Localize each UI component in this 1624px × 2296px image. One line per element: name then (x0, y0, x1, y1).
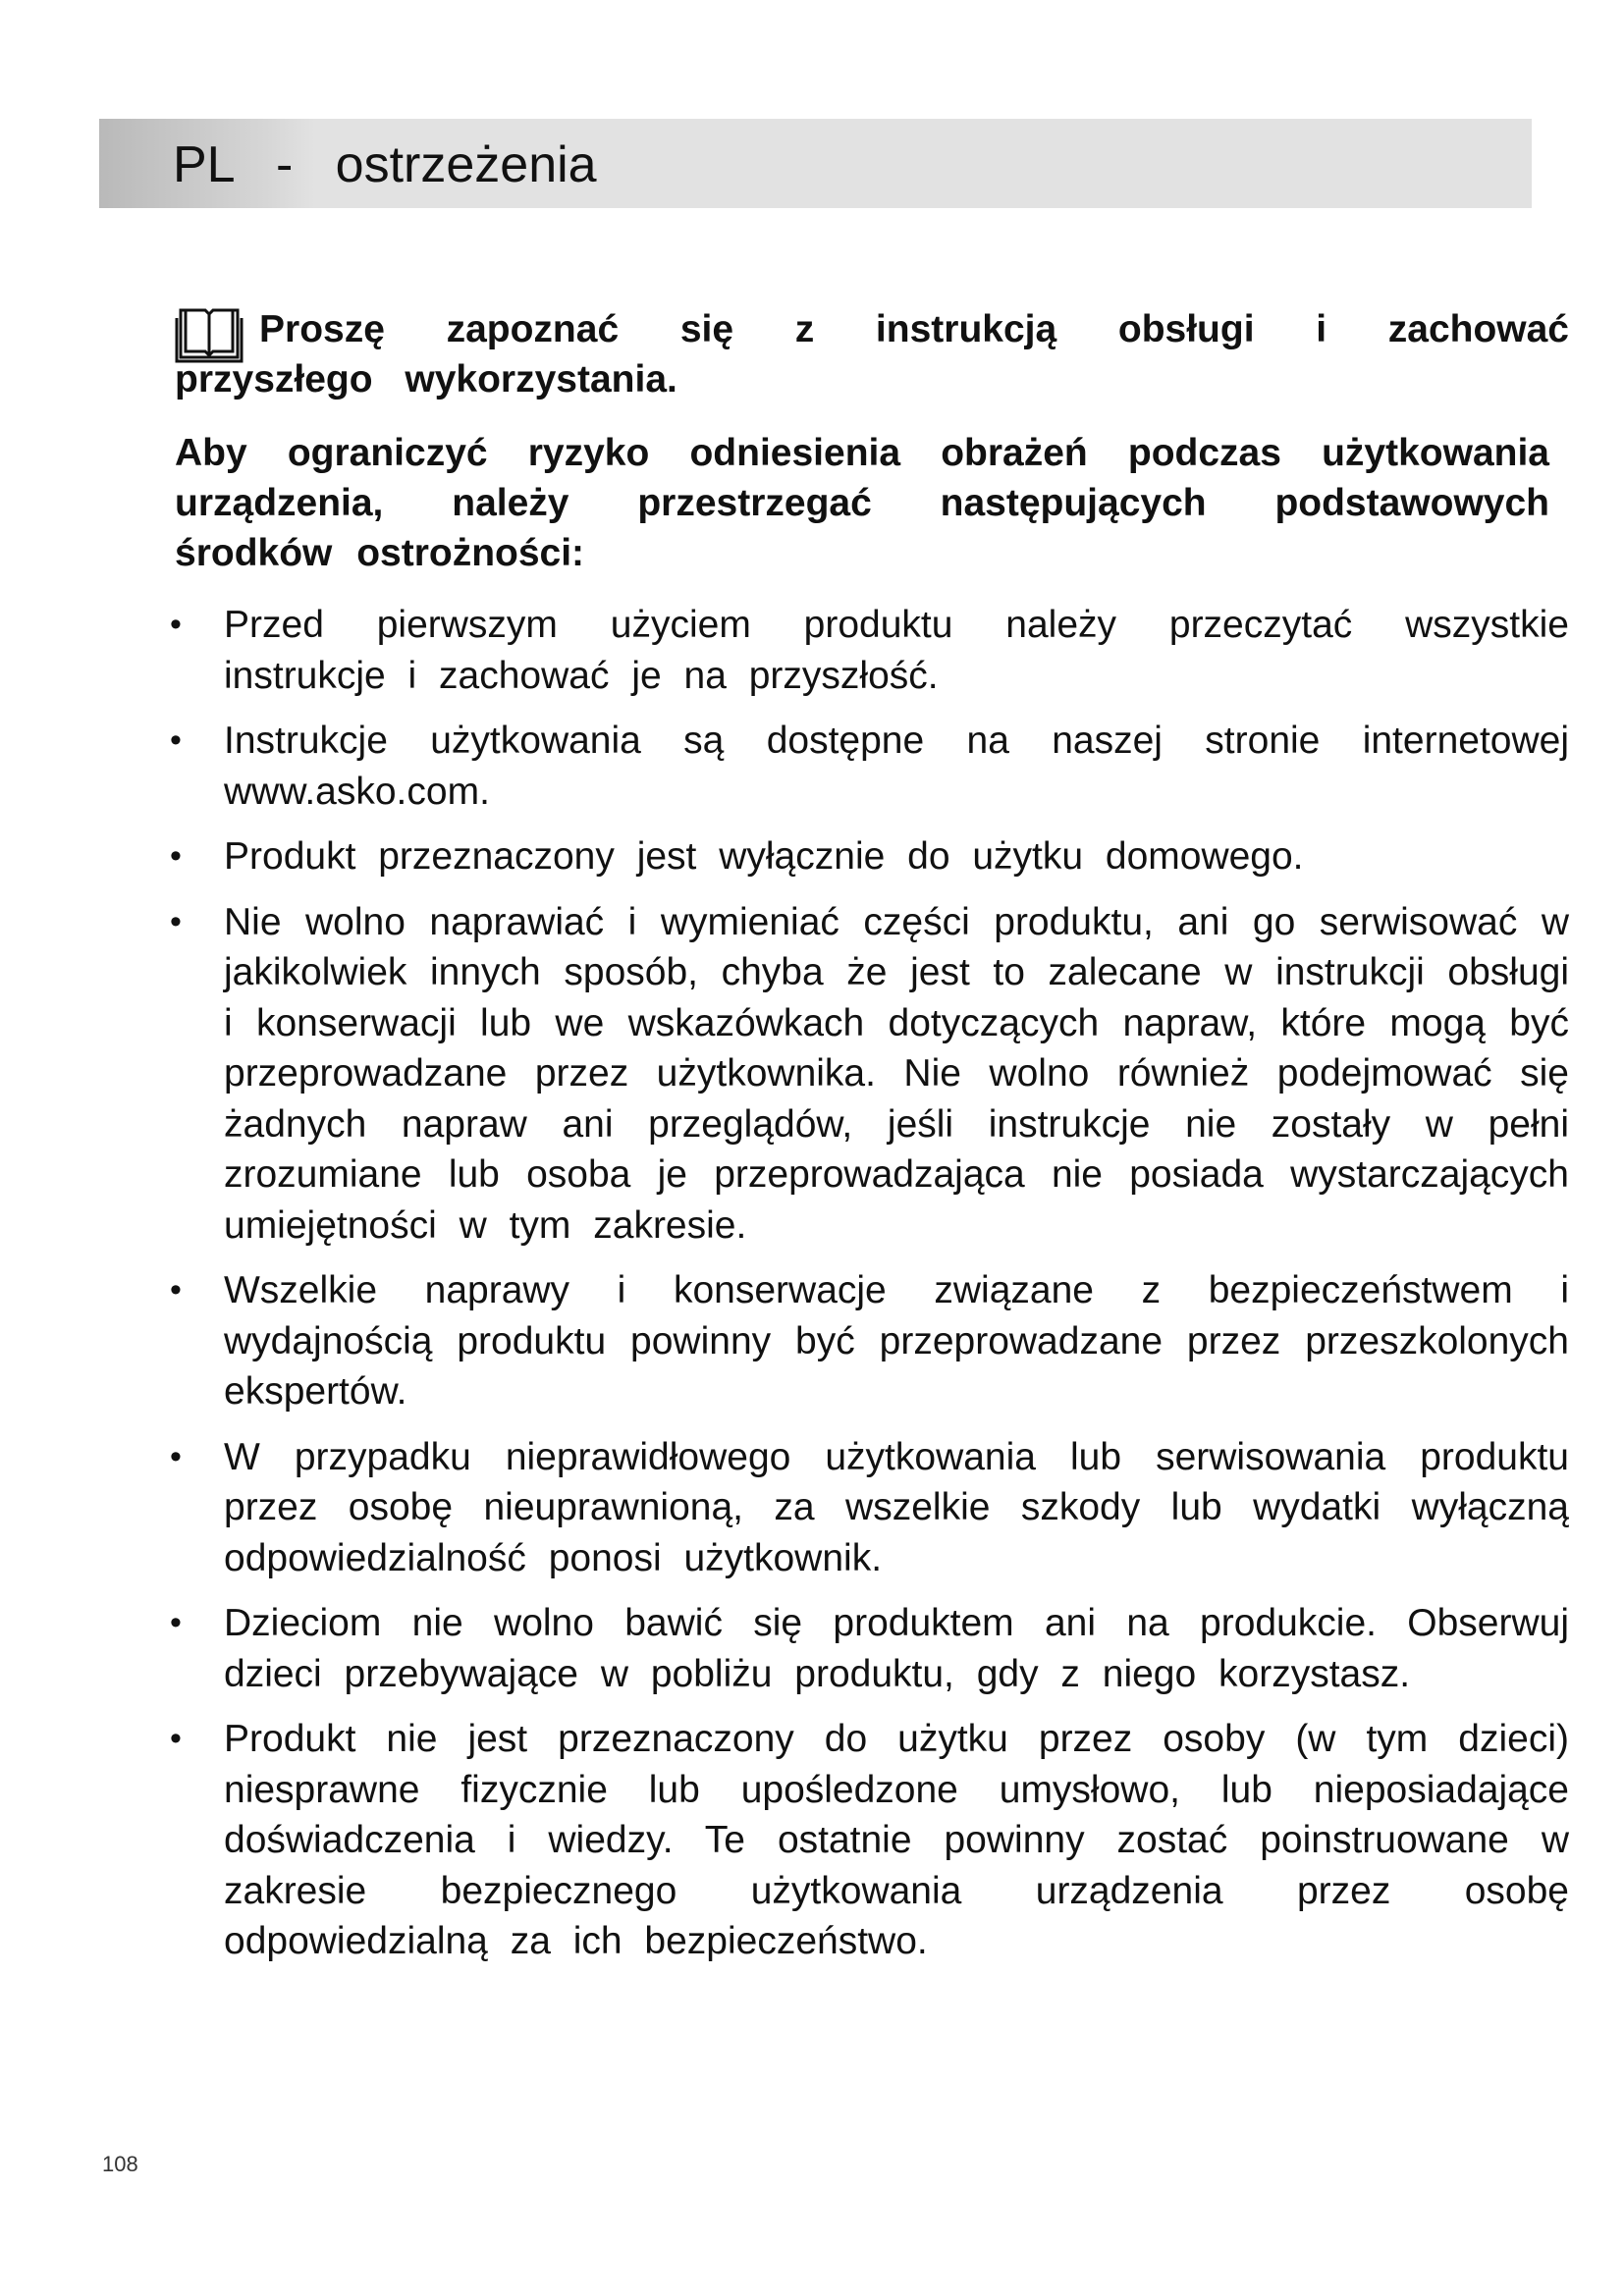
page-title: PL - ostrzeżenia (173, 136, 597, 193)
list-item (170, 1265, 1569, 1417)
list-item-text: Produkt nie jest przeznaczony do użytku przez osoby (w tym dzieci) niesprawne fizycznie lub upośledzone umysłowo, lub nieposiadające doświadczenia i wiedzy. Te ostatnie powinny zostać poinstruowane w zakresie bezpiecznego użytkowania urządzenia przez osobę odpowiedzialną za ich bezpieczeństwo. (224, 1718, 1569, 1962)
list-item (170, 716, 1569, 817)
safety-list (170, 600, 1569, 1967)
bullet-icon: • (170, 1271, 182, 1308)
list-item-text: Produkt przeznaczony jest wyłącznie do użytku domowego. (224, 835, 1304, 878)
bullet-icon: • (170, 902, 182, 940)
intro-line-1: Proszę zapoznać się z instrukcją obsługi i zachować (259, 308, 1569, 350)
bullet-icon: • (170, 721, 182, 759)
bullet-icon: • (170, 1604, 182, 1641)
bullet-icon: • (170, 606, 182, 643)
list-item (170, 600, 1569, 701)
bullet-icon: • (170, 837, 182, 875)
list-item-text: W przypadku nieprawidłowego użytkowania lub serwisowania produktu przez osobę nieuprawnioną, za wszelkie szkody lub wydatki wyłączną odpowiedzialność ponosi użytkownik. (224, 1435, 1569, 1579)
list-item-text: Przed pierwszym użyciem produktu należy przeczytać wszystkie instrukcje i zachować je na przyszłość. (224, 604, 1569, 697)
list-item-text: Wszelkie naprawy i konserwacje związane z bezpieczeństwem i wydajnością produktu powinny być przeprowadzane przez przeszkolonych ekspertów. (224, 1269, 1569, 1413)
list-item (170, 1598, 1569, 1699)
list-item (170, 897, 1569, 1252)
list-item-text: Instrukcje użytkowania są dostępne na naszej stronie internetowej www.asko.com. (224, 720, 1569, 813)
page-number: 108 (102, 2152, 138, 2176)
list-item-text: Nie wolno naprawiać i wymieniać części produktu, ani go serwisować w jakikolwiek innych sposób, chyba że jest to zalecane w instrukcji obsługi i konserwacji lub we wskazówkach dotyczących napraw, które mogą być przeprowadzane przez użytkownika. Nie wolno również podejmować się żadnych napraw ani przeglądów, jeśli instrukcje nie zostały w pełni zrozumiane lub osoba je przeprowadzająca nie posiada wystarczających umiejętności w tym zakresie. (224, 900, 1569, 1247)
bullet-icon: • (170, 1720, 182, 1757)
intro-block (175, 304, 1569, 404)
bullet-icon: • (170, 1437, 182, 1475)
list-item-text: Dzieciom nie wolno bawić się produktem ani na produkcie. Obserwuj dzieci przebywające w pobliżu produktu, gdy z niego korzystasz. (224, 1602, 1569, 1695)
list-item (170, 1714, 1569, 1967)
list-item (170, 831, 1569, 882)
list-item (170, 1432, 1569, 1584)
page-content (170, 304, 1569, 1982)
manual-book-icon (173, 300, 245, 365)
intro-line-2: przyszłego wykorzystania. (175, 358, 677, 400)
warning-heading: Aby ograniczyć ryzyko odniesienia obrażeń podczas użytkowania urządzenia, należy przestrzegać następujących podstawowych środków ostrożności: (175, 432, 1549, 574)
